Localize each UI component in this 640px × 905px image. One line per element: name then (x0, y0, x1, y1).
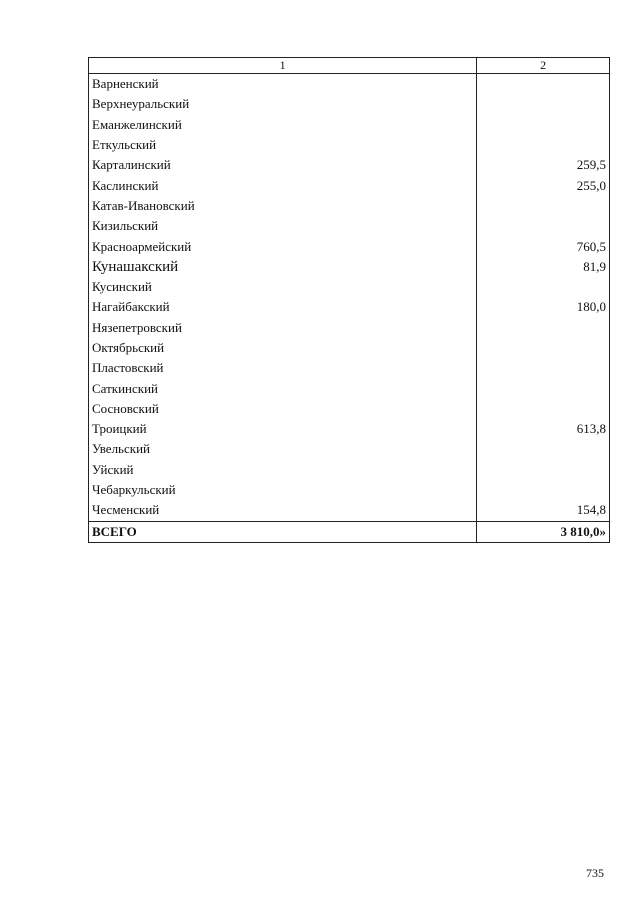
district-name: Увельский (89, 439, 477, 459)
district-value: 154,8 (477, 500, 610, 521)
table-row (89, 439, 610, 459)
district-table (88, 57, 610, 543)
district-value (477, 378, 610, 398)
district-name: Октябрьский (89, 338, 477, 358)
district-value (477, 399, 610, 419)
district-value (477, 216, 610, 236)
table-row (89, 74, 610, 95)
table-row (89, 115, 610, 135)
column-header-1: 1 (89, 58, 477, 74)
district-value: 255,0 (477, 175, 610, 195)
district-name: Саткинский (89, 378, 477, 398)
total-row (89, 521, 610, 542)
district-value: 259,5 (477, 155, 610, 175)
district-value (477, 460, 610, 480)
district-value (477, 338, 610, 358)
district-name: Нагайбакский (89, 297, 477, 317)
table-row (89, 500, 610, 521)
column-header-2: 2 (477, 58, 610, 74)
district-name: Красноармейский (89, 236, 477, 256)
district-value (477, 196, 610, 216)
district-value: 180,0 (477, 297, 610, 317)
table-row (89, 399, 610, 419)
district-value: 760,5 (477, 236, 610, 256)
table-row (89, 155, 610, 175)
district-name: Карталинский (89, 155, 477, 175)
page-number: 735 (586, 866, 604, 880)
header-row (89, 58, 610, 74)
district-name: Катав-Ивановский (89, 196, 477, 216)
district-name: Чебаркульский (89, 480, 477, 500)
district-value (477, 74, 610, 95)
table-row (89, 196, 610, 216)
district-name: Кунашакский (89, 257, 477, 277)
table-row (89, 216, 610, 236)
district-name: Варненский (89, 74, 477, 95)
total-label: ВСЕГО (89, 521, 477, 542)
table-row (89, 297, 610, 317)
table-row (89, 480, 610, 500)
table-row (89, 236, 610, 256)
district-value (477, 480, 610, 500)
table-row (89, 358, 610, 378)
district-name: Сосновский (89, 399, 477, 419)
district-value: 81,9 (477, 257, 610, 277)
district-name: Нязепетровский (89, 318, 477, 338)
district-value (477, 318, 610, 338)
table-row (89, 257, 610, 277)
table-body (89, 74, 610, 522)
table-row (89, 277, 610, 297)
table-row (89, 318, 610, 338)
table-row (89, 419, 610, 439)
district-name: Пластовский (89, 358, 477, 378)
district-name: Кизильский (89, 216, 477, 236)
district-value (477, 115, 610, 135)
table-row (89, 378, 610, 398)
district-name: Уйский (89, 460, 477, 480)
district-value (477, 135, 610, 155)
table-row (89, 135, 610, 155)
district-value: 613,8 (477, 419, 610, 439)
table-row (89, 175, 610, 195)
district-value (477, 277, 610, 297)
district-value (477, 358, 610, 378)
table-row (89, 460, 610, 480)
table-row (89, 94, 610, 114)
district-name: Верхнеуральский (89, 94, 477, 114)
total-value: 3 810,0» (477, 521, 610, 542)
district-name: Троицкий (89, 419, 477, 439)
district-name: Еманжелинский (89, 115, 477, 135)
table-row (89, 338, 610, 358)
district-name: Чесменский (89, 500, 477, 521)
district-value (477, 94, 610, 114)
district-value (477, 439, 610, 459)
district-name: Каслинский (89, 175, 477, 195)
district-name: Еткульский (89, 135, 477, 155)
district-name: Кусинский (89, 277, 477, 297)
